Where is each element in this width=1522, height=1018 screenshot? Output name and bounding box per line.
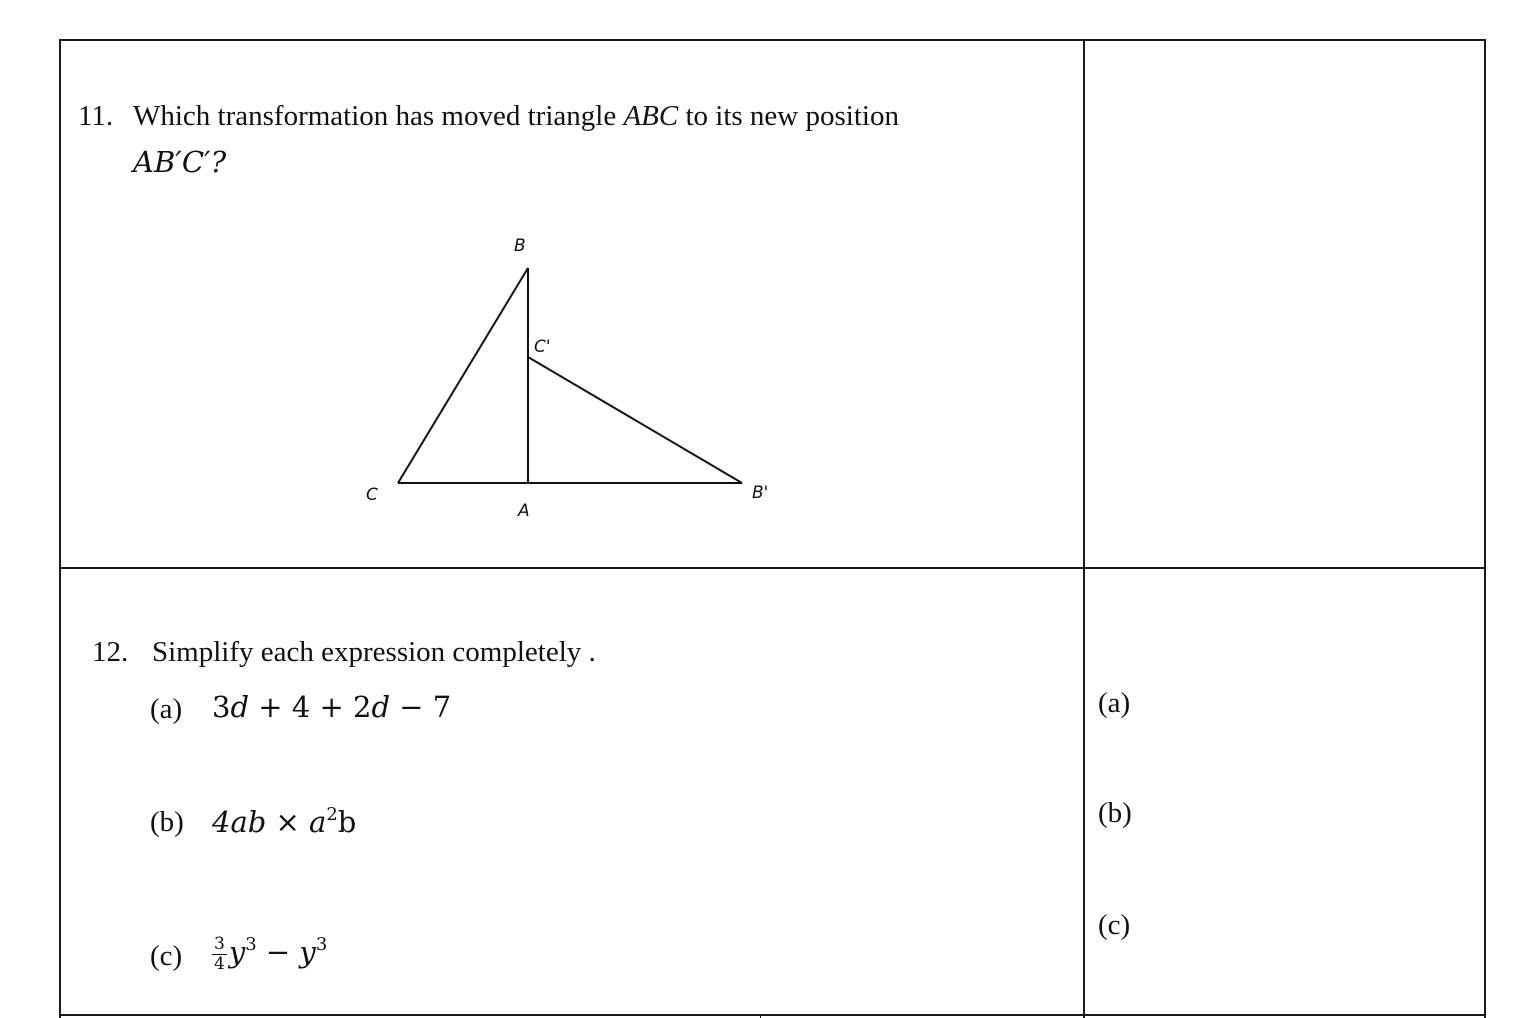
label-c-prime: C': [534, 337, 551, 357]
question-11-text: [133, 102, 899, 131]
question-11-text-start: Which transformation has moved triangle: [133, 100, 624, 132]
triangle-transformation-diagram: [355, 225, 800, 525]
line-c-prime-to-b-prime: [528, 357, 742, 483]
label-b-prime: B': [752, 483, 769, 503]
part-b-trailing-term: b: [337, 805, 357, 839]
question-11-image-name: AB′C′?: [133, 145, 227, 179]
part-c-label: (c): [150, 940, 183, 972]
question-12-prompt: Simplify each expression completely .: [152, 636, 596, 668]
part-a-label: (a): [150, 693, 183, 725]
table-column-divider: [1083, 39, 1085, 1018]
table-bottom-border: [59, 1014, 1486, 1016]
label-c: C: [366, 485, 378, 505]
question-11-number: 11.: [78, 100, 114, 132]
part-c-exponent: 3: [245, 934, 257, 956]
part-c-expression: $\frac{3}{4}$ $y^3 - y^3$: [214, 934, 328, 974]
part-b-exponent: 2: [326, 804, 338, 825]
question-12-number: 12.: [92, 636, 129, 668]
line-b-to-c: [398, 268, 528, 483]
part-b-expression: $4ab \times a^2b$: [212, 804, 357, 839]
part-c-exponent: 3: [315, 934, 328, 956]
table-right-border: [1484, 39, 1486, 1018]
part-a-expression: 3d + 4 + 2d − 7: [212, 690, 452, 724]
answer-label-b: (b): [1098, 797, 1132, 829]
label-a: A: [518, 501, 530, 521]
answer-label-c: (c): [1098, 909, 1131, 941]
question-11-triangle-name: ABC: [623, 100, 679, 132]
table-top-border: [59, 39, 1486, 41]
part-b-label: (b): [150, 806, 184, 838]
question-11-text-end: to its new position: [678, 100, 899, 132]
label-b: B: [514, 236, 526, 256]
table-left-border: [59, 39, 61, 1018]
answer-label-a: (a): [1098, 687, 1131, 719]
table-row-divider: [59, 567, 1486, 569]
part-c-fraction: $\frac{3}{4}$: [214, 934, 225, 974]
table-bottom-stub: [760, 1014, 761, 1018]
triangle-lines: [398, 268, 742, 483]
